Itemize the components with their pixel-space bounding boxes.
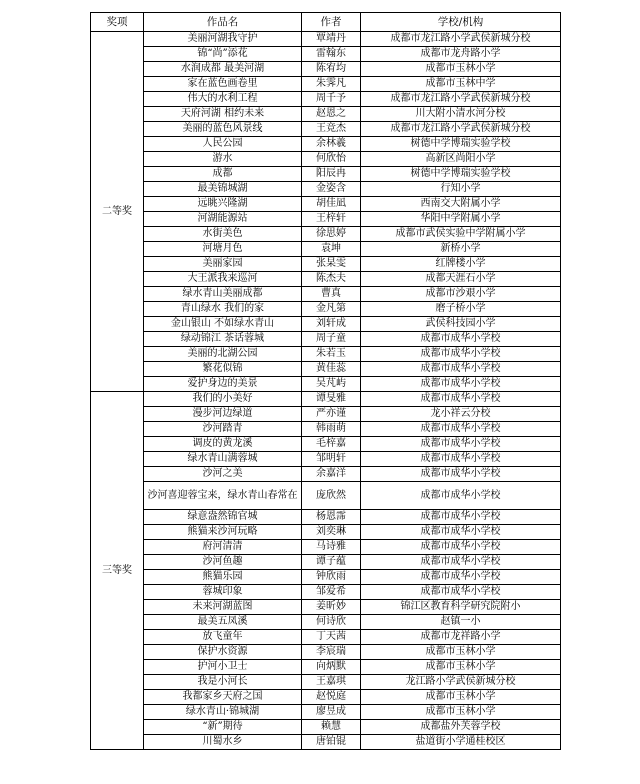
author-cell: 刘轩成 bbox=[302, 317, 361, 332]
table-row bbox=[91, 555, 561, 570]
author-cell: 邹爱希 bbox=[302, 585, 361, 600]
table-row bbox=[91, 122, 561, 137]
table-row bbox=[91, 467, 561, 482]
author-cell: 吴芃屿 bbox=[302, 377, 361, 392]
work-title-cell: 漫步河边绿道 bbox=[144, 407, 302, 422]
table-row bbox=[91, 585, 561, 600]
school-cell: 红牌楼小学 bbox=[361, 257, 561, 272]
school-cell: 华阳中学附属小学 bbox=[361, 212, 561, 227]
school-cell: 新桥小学 bbox=[361, 242, 561, 257]
work-title-cell: 沙河之美 bbox=[144, 467, 302, 482]
school-cell: 成都市玉林小学 bbox=[361, 62, 561, 77]
table-row bbox=[91, 630, 561, 645]
author-cell: 谭子蕴 bbox=[302, 555, 361, 570]
school-cell: 成都市成华小学校 bbox=[361, 392, 561, 407]
table-body bbox=[91, 32, 561, 750]
work-title-cell: 护河小卫士 bbox=[144, 660, 302, 675]
school-cell: 磨子桥小学 bbox=[361, 302, 561, 317]
author-cell: 严亦谨 bbox=[302, 407, 361, 422]
table-row bbox=[91, 362, 561, 377]
table-row bbox=[91, 482, 561, 510]
school-cell: 高新区尚阳小学 bbox=[361, 152, 561, 167]
work-title-cell: 放飞童年 bbox=[144, 630, 302, 645]
author-cell: 朱若玉 bbox=[302, 347, 361, 362]
table-row bbox=[91, 690, 561, 705]
author-cell: 周千予 bbox=[302, 92, 361, 107]
work-title-cell: 河塘月色 bbox=[144, 242, 302, 257]
table-row bbox=[91, 422, 561, 437]
table-row bbox=[91, 600, 561, 615]
work-title-cell: 沙河鱼趣 bbox=[144, 555, 302, 570]
work-title-cell: 绿水青山满蓉城 bbox=[144, 452, 302, 467]
school-cell: 成都市成华小学校 bbox=[361, 347, 561, 362]
table-row bbox=[91, 407, 561, 422]
school-cell: 成都天涯石小学 bbox=[361, 272, 561, 287]
table-row bbox=[91, 660, 561, 675]
work-title-cell: 成都 bbox=[144, 167, 302, 182]
work-title-cell: 绿动锦江 茶话蓉城 bbox=[144, 332, 302, 347]
table-row bbox=[91, 152, 561, 167]
school-cell: 成都市武侯实验中学附属小学 bbox=[361, 227, 561, 242]
author-cell: 陈宥均 bbox=[302, 62, 361, 77]
award-level-cell: 三等奖 bbox=[91, 392, 144, 750]
author-cell: 张杲雯 bbox=[302, 257, 361, 272]
work-title-cell: 伟大的水利工程 bbox=[144, 92, 302, 107]
table-row bbox=[91, 272, 561, 287]
author-cell: 陈杰夫 bbox=[302, 272, 361, 287]
school-cell: 行知小学 bbox=[361, 182, 561, 197]
work-title-cell: 家在蓝色画卷里 bbox=[144, 77, 302, 92]
school-cell: 成都市玉林小学 bbox=[361, 690, 561, 705]
work-title-cell: 未来河湖蓝图 bbox=[144, 600, 302, 615]
work-title-cell: “新”期待 bbox=[144, 720, 302, 735]
table-row bbox=[91, 615, 561, 630]
school-cell: 锦江区教育科学研究院附小 bbox=[361, 600, 561, 615]
school-cell: 成都市成华小学校 bbox=[361, 570, 561, 585]
work-title-cell: 金山银山 不如绿水青山 bbox=[144, 317, 302, 332]
author-cell: 袁坤 bbox=[302, 242, 361, 257]
author-cell: 赖慧 bbox=[302, 720, 361, 735]
table-row bbox=[91, 705, 561, 720]
author-cell: 王嘉琪 bbox=[302, 675, 361, 690]
work-title-cell: 府河清清 bbox=[144, 540, 302, 555]
work-title-cell: 川蜀水乡 bbox=[144, 735, 302, 750]
school-cell: 成都市成华小学校 bbox=[361, 362, 561, 377]
table-row bbox=[91, 77, 561, 92]
school-cell: 成都市成华小学校 bbox=[361, 377, 561, 392]
school-cell: 成都市玉林小学 bbox=[361, 660, 561, 675]
author-cell: 何诗欣 bbox=[302, 615, 361, 630]
table-row bbox=[91, 302, 561, 317]
work-title-cell: 美丽家园 bbox=[144, 257, 302, 272]
author-cell: 覃靖丹 bbox=[302, 32, 361, 47]
work-title-cell: 熊猫来沙河玩略 bbox=[144, 525, 302, 540]
author-cell: 周子童 bbox=[302, 332, 361, 347]
school-cell: 成都市成华小学校 bbox=[361, 585, 561, 600]
work-title-cell: 熊猫乐园 bbox=[144, 570, 302, 585]
work-title-cell: 最美锦城湖 bbox=[144, 182, 302, 197]
author-cell: 黄佳蕊 bbox=[302, 362, 361, 377]
author-cell: 雷翰东 bbox=[302, 47, 361, 62]
author-cell: 马诗雅 bbox=[302, 540, 361, 555]
school-cell: 树德中学博瑞实验学校 bbox=[361, 167, 561, 182]
author-cell: 毛梓嘉 bbox=[302, 437, 361, 452]
work-title-cell: 绿水青山·锦城湖 bbox=[144, 705, 302, 720]
school-cell: 武侯科技园小学 bbox=[361, 317, 561, 332]
author-cell: 庞欣然 bbox=[302, 482, 361, 510]
table-row bbox=[91, 377, 561, 392]
table-row bbox=[91, 392, 561, 407]
author-cell: 曹真 bbox=[302, 287, 361, 302]
school-cell: 盐道街小学通桂校区 bbox=[361, 735, 561, 750]
work-title-cell: 美丽的北湖公园 bbox=[144, 347, 302, 362]
school-cell: 成都市成华小学校 bbox=[361, 467, 561, 482]
author-cell: 邹明轩 bbox=[302, 452, 361, 467]
work-title-cell: 我都家乡天府之国 bbox=[144, 690, 302, 705]
work-title-cell: 调皮的黄龙溪 bbox=[144, 437, 302, 452]
header-title: 作品名 bbox=[144, 13, 302, 32]
author-cell: 杨恩霈 bbox=[302, 510, 361, 525]
work-title-cell: 绿水青山美丽成都 bbox=[144, 287, 302, 302]
school-cell: 成都盐外芙蓉学校 bbox=[361, 720, 561, 735]
author-cell: 丁天茜 bbox=[302, 630, 361, 645]
author-cell: 徐思婷 bbox=[302, 227, 361, 242]
table-row bbox=[91, 227, 561, 242]
work-title-cell: 蓉城印象 bbox=[144, 585, 302, 600]
school-cell: 成都市玉林中学 bbox=[361, 77, 561, 92]
author-cell: 金姿含 bbox=[302, 182, 361, 197]
school-cell: 成都市龙江路小学武侯新城分校 bbox=[361, 32, 561, 47]
school-cell: 赵镇一小 bbox=[361, 615, 561, 630]
work-title-cell: 美丽的蓝色风景线 bbox=[144, 122, 302, 137]
school-cell: 成都市成华小学校 bbox=[361, 452, 561, 467]
school-cell: 成都市龙舟路小学 bbox=[361, 47, 561, 62]
award-level-cell: 二等奖 bbox=[91, 32, 144, 392]
table-row bbox=[91, 675, 561, 690]
work-title-cell: 水润成都 最美河湖 bbox=[144, 62, 302, 77]
work-title-cell: 绿意盎然锦官城 bbox=[144, 510, 302, 525]
school-cell: 成都市成华小学校 bbox=[361, 510, 561, 525]
school-cell: 成都市沙艰小学 bbox=[361, 287, 561, 302]
work-title-cell: 河湖能源站 bbox=[144, 212, 302, 227]
table-row bbox=[91, 525, 561, 540]
table-row bbox=[91, 167, 561, 182]
author-cell: 何欣怡 bbox=[302, 152, 361, 167]
author-cell: 向炳默 bbox=[302, 660, 361, 675]
author-cell: 金凡第 bbox=[302, 302, 361, 317]
work-title-cell: 爱护身边的美景 bbox=[144, 377, 302, 392]
header-row bbox=[91, 13, 561, 32]
header-award: 奖项 bbox=[91, 13, 144, 32]
work-title-cell: 沙河踏青 bbox=[144, 422, 302, 437]
author-cell: 李宸瑞 bbox=[302, 645, 361, 660]
table-row bbox=[91, 735, 561, 750]
table-row bbox=[91, 47, 561, 62]
author-cell: 廖昱成 bbox=[302, 705, 361, 720]
author-cell: 王梓轩 bbox=[302, 212, 361, 227]
table-row bbox=[91, 182, 561, 197]
work-title-cell: 青山绿水 我们的家 bbox=[144, 302, 302, 317]
header-school: 学校/机构 bbox=[361, 13, 561, 32]
author-cell: 阳辰冉 bbox=[302, 167, 361, 182]
table-row bbox=[91, 32, 561, 47]
table-row bbox=[91, 437, 561, 452]
school-cell: 成都市龙江路小学武侯新城分校 bbox=[361, 122, 561, 137]
author-cell: 刘奕琳 bbox=[302, 525, 361, 540]
author-cell: 赵悦庭 bbox=[302, 690, 361, 705]
school-cell: 西南交大附属小学 bbox=[361, 197, 561, 212]
table-row bbox=[91, 317, 561, 332]
table-row bbox=[91, 257, 561, 272]
work-title-cell: 我是小河长 bbox=[144, 675, 302, 690]
school-cell: 成都市成华小学校 bbox=[361, 332, 561, 347]
school-cell: 成都市成华小学校 bbox=[361, 555, 561, 570]
author-cell: 胡佳凪 bbox=[302, 197, 361, 212]
work-title-cell: 天府河湖 相约未来 bbox=[144, 107, 302, 122]
table-row bbox=[91, 510, 561, 525]
award-table bbox=[90, 12, 561, 750]
work-title-cell: 大王派我来巡河 bbox=[144, 272, 302, 287]
work-title-cell: 沙河喜迎蓉宝来，绿水青山春常在 bbox=[144, 482, 302, 510]
table-row bbox=[91, 347, 561, 362]
school-cell: 龙小祥云分校 bbox=[361, 407, 561, 422]
table-row bbox=[91, 197, 561, 212]
school-cell: 成都市龙祥路小学 bbox=[361, 630, 561, 645]
school-cell: 树德中学博瑞实验学校 bbox=[361, 137, 561, 152]
author-cell: 唐铂锟 bbox=[302, 735, 361, 750]
author-cell: 赵恩之 bbox=[302, 107, 361, 122]
work-title-cell: 游水 bbox=[144, 152, 302, 167]
work-title-cell: 美丽河湖我守护 bbox=[144, 32, 302, 47]
table-row bbox=[91, 137, 561, 152]
work-title-cell: 锦“尚”添花 bbox=[144, 47, 302, 62]
school-cell: 成都市成华小学校 bbox=[361, 525, 561, 540]
author-cell: 余嘉洋 bbox=[302, 467, 361, 482]
author-cell: 谭旻雅 bbox=[302, 392, 361, 407]
table-row bbox=[91, 452, 561, 467]
work-title-cell: 人民公园 bbox=[144, 137, 302, 152]
table-row bbox=[91, 287, 561, 302]
author-cell: 朱霁凡 bbox=[302, 77, 361, 92]
table-row bbox=[91, 570, 561, 585]
table-row bbox=[91, 212, 561, 227]
author-cell: 韩雨萌 bbox=[302, 422, 361, 437]
work-title-cell: 繁花似锦 bbox=[144, 362, 302, 377]
table-row bbox=[91, 92, 561, 107]
school-cell: 成都市成华小学校 bbox=[361, 422, 561, 437]
school-cell: 成都市龙江路小学武侯新城分校 bbox=[361, 92, 561, 107]
school-cell: 川大附小清水河分校 bbox=[361, 107, 561, 122]
school-cell: 成都市成华小学校 bbox=[361, 482, 561, 510]
work-title-cell: 我们的小美好 bbox=[144, 392, 302, 407]
school-cell: 成都市玉林小学 bbox=[361, 705, 561, 720]
author-cell: 王竞杰 bbox=[302, 122, 361, 137]
table-row bbox=[91, 720, 561, 735]
work-title-cell: 远眺兴隆湖 bbox=[144, 197, 302, 212]
table-row bbox=[91, 645, 561, 660]
school-cell: 成都市玉林小学 bbox=[361, 645, 561, 660]
work-title-cell: 水街美色 bbox=[144, 227, 302, 242]
work-title-cell: 最美五凤溪 bbox=[144, 615, 302, 630]
header-author: 作者 bbox=[302, 13, 361, 32]
table-row bbox=[91, 242, 561, 257]
table-row bbox=[91, 332, 561, 347]
work-title-cell: 保护水资源 bbox=[144, 645, 302, 660]
school-cell: 成都市成华小学校 bbox=[361, 437, 561, 452]
author-cell: 余林羲 bbox=[302, 137, 361, 152]
school-cell: 龙江路小学武侯新城分校 bbox=[361, 675, 561, 690]
author-cell: 姜昕妙 bbox=[302, 600, 361, 615]
author-cell: 钟欣雨 bbox=[302, 570, 361, 585]
school-cell: 成都市成华小学校 bbox=[361, 540, 561, 555]
table-row bbox=[91, 107, 561, 122]
table-row bbox=[91, 62, 561, 77]
table-row bbox=[91, 540, 561, 555]
